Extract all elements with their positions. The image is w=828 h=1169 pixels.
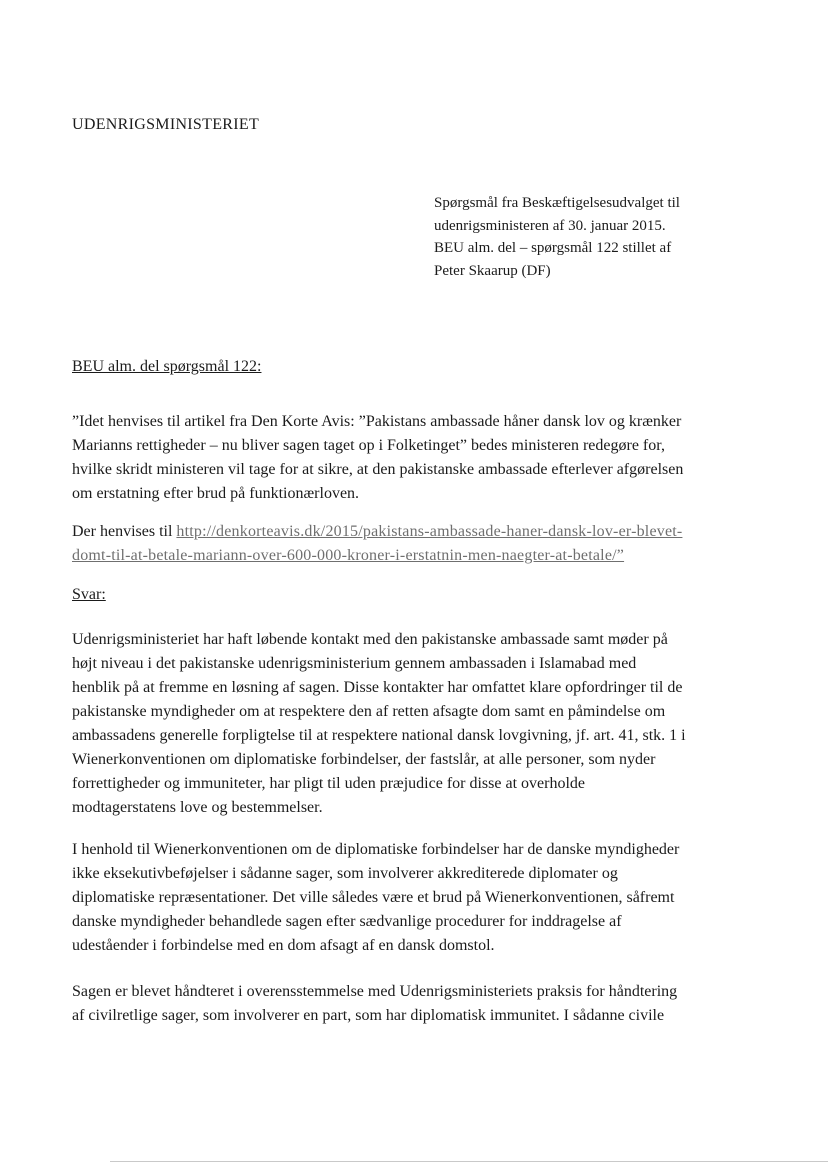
question-line: ”Idet henvises til artikel fra Den Korte Avis: ”Pakistans ambassade håner dansk lov og krænker xyxy=(72,413,682,430)
ministry-name: UDENRIGSMINISTERIET xyxy=(72,116,260,133)
address-line: Peter Skaarup (DF) xyxy=(434,262,551,279)
reference-link[interactable]: http://denkorteavis.dk/2015/pakistans-ambassade-haner-dansk-lov-er-blevet- xyxy=(176,523,683,540)
answer-line: modtagerstatens love og bestemmelser. xyxy=(72,799,323,816)
answer-line: ikke eksekutivbeføjelser i sådanne sager, som involverer akkrediterede diplomater og xyxy=(72,865,618,882)
address-line: Spørgsmål fra Beskæftigelsesudvalget til xyxy=(434,195,680,211)
reference-link-continued[interactable]: domt-til-at-betale-mariann-over-600-000-kroner-i-erstatnin-men-naegter-at-betale/” xyxy=(72,547,625,564)
answer-line: pakistanske myndigheder om at respektere den af retten afsagte dom samt en påmindelse om xyxy=(72,703,666,720)
answer-line: henblik på at fremme en løsning af sagen. Disse kontakter har omfattet klare opfordringer til de xyxy=(72,679,683,696)
answer-heading: Svar: xyxy=(72,586,106,603)
answer-paragraph-1 xyxy=(72,628,752,820)
reference-prefix: Der henvises til xyxy=(72,523,173,540)
question-heading: BEU alm. del spørgsmål 122: xyxy=(72,358,262,375)
address-block xyxy=(434,192,764,282)
answer-line: Udenrigsministeriet har haft løbende kontakt med den pakistanske ambassade samt møder på xyxy=(72,631,668,648)
answer-line: Wienerkonventionen om diplomatiske forbindelser, der fastslår, at alle personer, som nyder xyxy=(72,751,656,768)
answer-line: danske myndigheder behandlede sagen efter sædvanlige procedurer for inddragelse af xyxy=(72,913,622,930)
reference-paragraph xyxy=(72,520,752,568)
answer-paragraph-3 xyxy=(72,980,752,1028)
question-line: om erstatning efter brud på funktionærloven. xyxy=(72,485,360,502)
address-line: BEU alm. del – spørgsmål 122 stillet af xyxy=(434,240,672,256)
scan-edge-rule xyxy=(110,1161,828,1162)
question-line: Marianns rettigheder – nu bliver sagen taget op i Folketinget” bedes ministeren redegøre for, xyxy=(72,437,665,454)
answer-line: Sagen er blevet håndteret i overensstemmelse med Udenrigsministeriets praksis for håndtering xyxy=(72,983,678,1000)
answer-line: udeståender i forbindelse med en dom afsagt af en dansk domstol. xyxy=(72,937,495,954)
answer-line: ambassadens generelle forpligtelse til at respektere national dansk lovgivning, jf. art. 41, stk. 1 i xyxy=(72,727,686,744)
question-body xyxy=(72,410,752,506)
answer-line: forrettigheder og immuniteter, har pligt til uden præjudice for disse at overholde xyxy=(72,775,585,792)
answer-line: diplomatiske repræsentationer. Det ville således være et brud på Wienerkonventionen, såfremt xyxy=(72,889,675,906)
answer-line: højt niveau i det pakistanske udenrigsministerium gennem ambassaden i Islamabad med xyxy=(72,655,637,672)
answer-line: I henhold til Wienerkonventionen om de diplomatiske forbindelser har de danske myndigheder xyxy=(72,841,680,858)
question-line: hvilke skridt ministeren vil tage for at sikre, at den pakistanske ambassade efterlever afgørelsen xyxy=(72,461,684,478)
address-line: udenrigsministeren af 30. januar 2015. xyxy=(434,217,666,234)
answer-paragraph-2 xyxy=(72,838,752,958)
reference-line-1 xyxy=(72,520,752,544)
answer-line: af civilretlige sager, som involverer en part, som har diplomatisk immunitet. I sådanne civile xyxy=(72,1007,665,1024)
